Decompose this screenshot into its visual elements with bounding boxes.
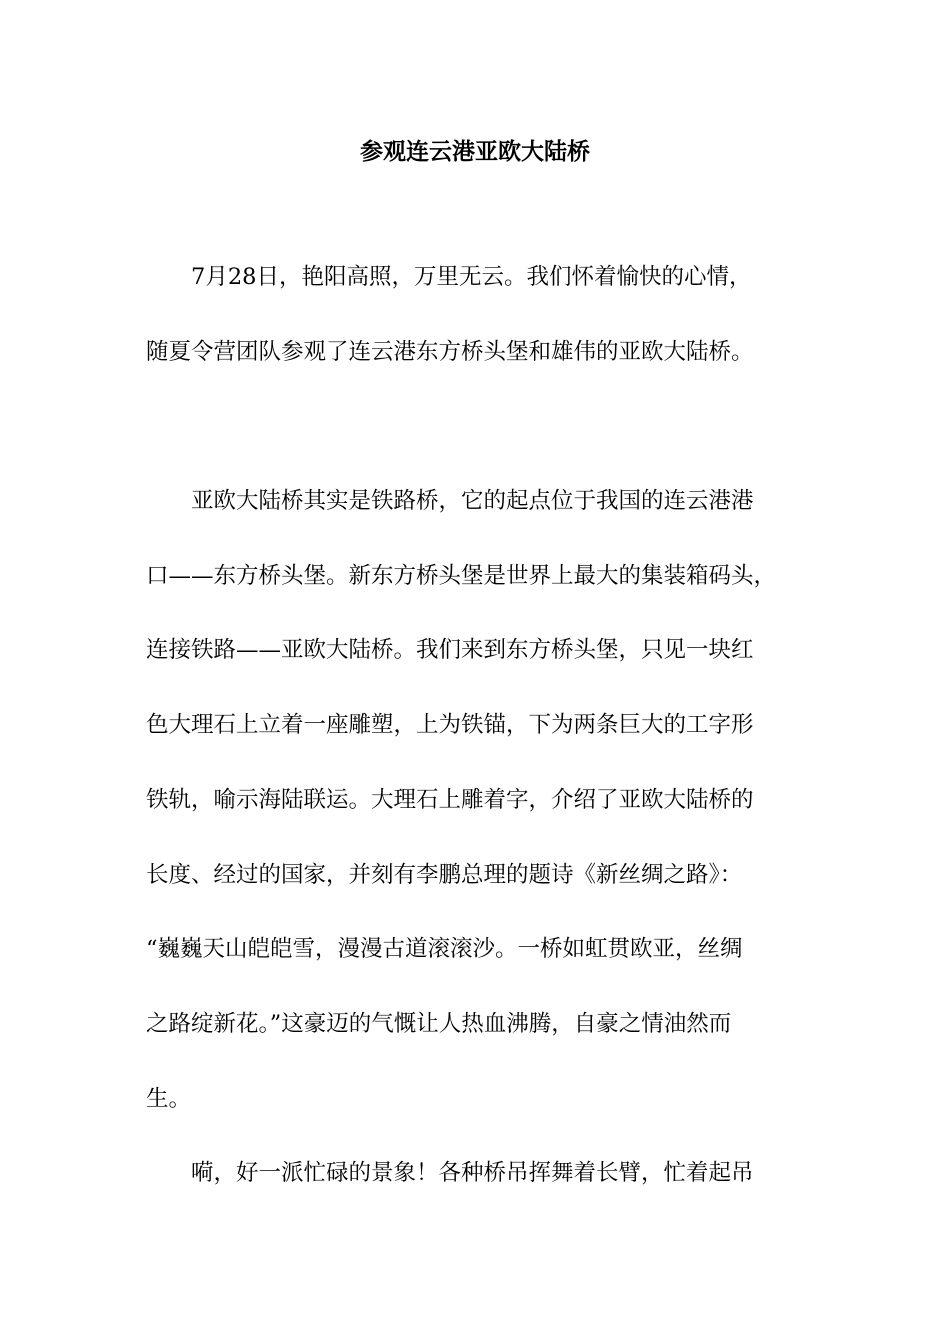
paragraph-line: 铁轨，喻示海陆联运。大理石上雕着字，介绍了亚欧大陆桥的 <box>146 787 754 813</box>
paragraph-line: 连接铁路——亚欧大陆桥。我们来到东方桥头堡，只见一块红 <box>146 637 754 663</box>
paragraph-line: 口——东方桥头堡。新东方桥头堡是世界上最大的集装箱码头， <box>146 563 777 589</box>
paragraph-line: 随夏令营团队参观了连云港东方桥头堡和雄伟的亚欧大陆桥。 <box>146 339 754 365</box>
paragraph-line: 色大理石上立着一座雕塑，上为铁锚，下为两条巨大的工字形 <box>146 712 754 738</box>
paragraph-line: 嗬，好一派忙碌的景象！各种桥吊挥舞着长臂，忙着起吊 <box>146 1160 754 1186</box>
document-title: 参观连云港亚欧大陆桥 <box>360 138 590 165</box>
paragraph-line: 长度、经过的国家，并刻有李鹏总理的题诗《新丝绸之路》： <box>146 862 743 888</box>
paragraph-line: 之路绽新花。”这豪迈的气慨让人热血沸腾，自豪之情油然而 <box>146 1011 732 1037</box>
paragraph-line: 亚欧大陆桥其实是铁路桥，它的起点位于我国的连云港港 <box>146 488 754 514</box>
paragraph-line: 7月28日，艳阳高照，万里无云。我们怀着愉快的心情， <box>146 264 752 290</box>
paragraph-line: “巍巍天山皑皑雪，漫漫古道滚滚沙。一桥如虹贯欧亚，丝绸 <box>146 936 743 962</box>
paragraph-line: 生。 <box>146 1086 192 1112</box>
